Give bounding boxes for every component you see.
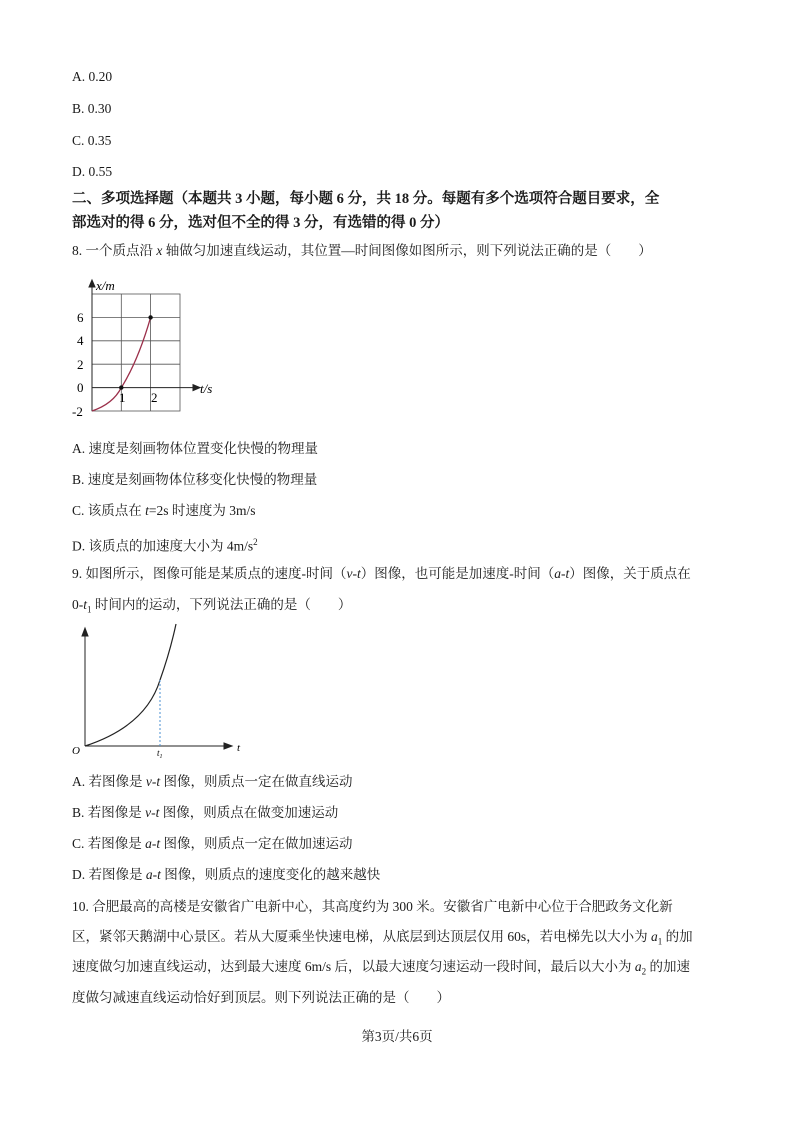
- q7-option-b: B. 0.30: [72, 101, 112, 116]
- section2-heading-line1: 二、多项选择题（本题共 3 小题，每小题 6 分，共 18 分。每题有多个选项符合题目要求，全: [72, 191, 660, 207]
- q8-position-time-graph: [68, 276, 228, 421]
- q9-t1-label: $t_1$: [157, 748, 163, 760]
- q8-x-tick-1: 1: [119, 390, 126, 405]
- q9-option-a: A. 若图像是 v-t 图像，则质点一定在做直线运动: [72, 774, 353, 789]
- q9-x-axis-label: t: [237, 742, 241, 754]
- q7-option-d: D. 0.55: [72, 164, 113, 179]
- q8-grid: [92, 294, 180, 411]
- q9-graph: [66, 622, 256, 762]
- q8-option-d: D. 该质点的加速度大小为 $4m/s^2$: [72, 537, 258, 554]
- q8-y-tick-2: 2: [77, 357, 84, 372]
- q8-y-tick-0: 0: [77, 380, 84, 395]
- q9-stem-line1: 9. 如图所示，图像可能是某质点的速度-时间（v-t）图像，也可能是加速度-时间（a-t）图像，关于质点在: [72, 566, 691, 581]
- q10-stem-line3: 速度做匀加速直线运动，达到最大速度 6m/s 后，以最大速度匀速运动一段时间，最后以大小为 $a_2$ 的加速: [72, 959, 691, 977]
- q8-x-tick-2: 2: [151, 390, 158, 405]
- q8-option-b: B. 速度是刻画物体位移变化快慢的物理量: [72, 472, 318, 487]
- q10-stem-line2: 区，紧邻天鹅湖中心景区。若从大厦乘坐快速电梯，从底层到达顶层仅用 60s，若电梯先以大小为 $a_1$ 的加: [72, 929, 693, 947]
- q8-axes: [89, 280, 200, 411]
- section2-heading-line2: 部选对的得 6 分，选对但不全的得 3 分，有选错的得 0 分）: [72, 215, 449, 231]
- q8-x-axis-label: t/s: [200, 381, 213, 396]
- q7-option-a: A. 0.20: [72, 69, 113, 84]
- q9-option-d: D. 若图像是 a-t 图像，则质点的速度变化的越来越快: [72, 867, 381, 882]
- q8-point-end: [148, 315, 152, 319]
- page-footer: 第3页/共6页: [361, 1029, 433, 1044]
- q8-y-axis-label: x/m: [96, 278, 115, 293]
- q7-option-c: C. 0.35: [72, 133, 112, 148]
- q9-stem-line2: $0-t_1$ 时间内的运动，下列说法正确的是（ ）: [72, 597, 352, 615]
- q8-option-c: C. 该质点在 t=2s 时速度为 3m/s: [72, 503, 256, 518]
- q9-option-c: C. 若图像是 a-t 图像，则质点一定在做加速运动: [72, 836, 353, 851]
- q8-option-a: A. 速度是刻画物体位置变化快慢的物理量: [72, 441, 318, 456]
- q8-y-tick-4: 4: [77, 333, 84, 348]
- q10-stem-line4: 度做匀减速直线运动恰好到顶层。则下列说法正确的是（ ）: [72, 990, 450, 1005]
- q9-origin-label: O: [72, 745, 80, 757]
- q8-y-tick-neg2: -2: [72, 404, 83, 419]
- q9-curve: [85, 624, 176, 746]
- q8-stem: 8. 一个质点沿 x 轴做匀加速直线运动，其位置—时间图像如图所示，则下列说法正确的是（ ）: [72, 243, 652, 258]
- q8-y-tick-6: 6: [77, 310, 84, 325]
- q10-stem-line1: 10. 合肥最高的高楼是安徽省广电新中心，其高度约为 300 米。安徽省广电新中心位于合肥政务文化新: [72, 899, 673, 914]
- q9-option-b: B. 若图像是 v-t 图像，则质点在做变加速运动: [72, 805, 339, 820]
